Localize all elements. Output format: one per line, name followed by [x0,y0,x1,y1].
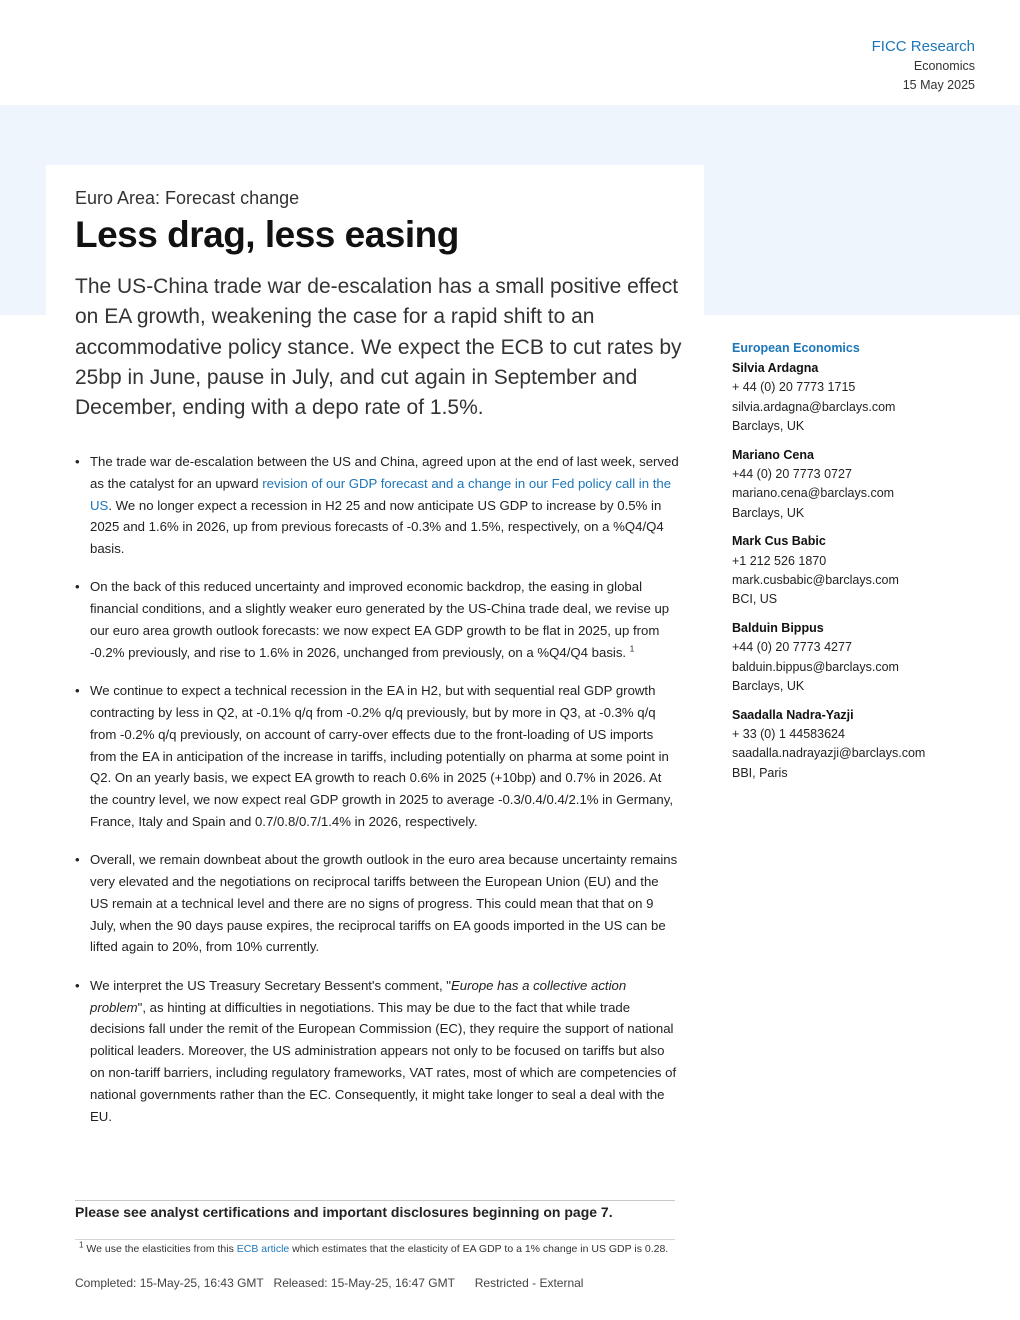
key-point-text: The trade war de-escalation between the US and China, agreed upon at the end of last week, served as the catalyst for an upward [90,454,679,491]
key-point [75,849,680,958]
released-timestamp: Released: 15-May-25, 16:47 GMT [273,1276,455,1290]
analyst-location: BBI, Paris [732,765,788,780]
analyst-phone: + 44 (0) 20 7773 1715 [732,380,856,395]
key-point-text: . We no longer expect a recession in H2 25 and now anticipate US GDP to increase by 0.5% in 2025 and 1.6% in 2026, up from previous forecasts of -0.3% and 1.5%, respectively, on a %Q4/Q4 basis. [90,497,664,557]
analyst-location: Barclays, UK [732,505,805,520]
page-footer [75,1276,583,1290]
key-point [75,975,680,1128]
analyst-phone: +44 (0) 20 7773 0727 [732,467,852,482]
bullet-icon: • [75,454,80,469]
analyst-email[interactable]: silvia.ardagna@barclays.com [732,399,896,414]
report-kicker: Euro Area: Forecast change [75,188,300,208]
completed-timestamp: Completed: 15-May-25, 16:43 GMT [75,1276,264,1290]
bullet-icon: • [75,683,80,699]
analyst-name: Saadalla Nadra-Yazji [732,707,854,722]
footnote-ref[interactable]: 1 [629,644,635,654]
key-point [75,451,680,560]
analyst-location: BCI, US [732,592,778,607]
footnote-text: We use the elasticities from this [83,1243,237,1255]
analyst-card [732,619,992,697]
classification-label: Restricted - External [474,1276,584,1290]
key-points-list [75,451,680,1144]
team-heading: European Economics [732,341,860,355]
report-headline: Less drag, less easing [75,214,459,255]
analyst-card [732,706,992,784]
section-label: Economics [913,59,975,73]
key-point [75,680,680,833]
bullet-icon: • [75,579,80,595]
analyst-email[interactable]: balduin.bippus@barclays.com [732,659,899,674]
analyst-sidebar [732,339,992,792]
quote-text: Europe has a collective action problem [90,977,627,1015]
analyst-location: Barclays, UK [732,419,805,434]
analyst-phone: +44 (0) 20 7773 4277 [732,640,852,655]
analyst-email[interactable]: saadalla.nadrayazji@barclays.com [732,746,926,761]
analyst-card [732,532,992,610]
bullet-icon: • [75,977,80,993]
analyst-card [732,359,992,437]
report-summary: The US-China trade war de-escalation has a small positive effect on EA growth, weakening the case for a rapid shift to an accommodative policy stance. We expect the ECB to cut rates by 25bp in June, pause in July, and cut again in September and December, ending with a depo rate of 1.5%. [75,275,682,420]
analyst-location: Barclays, UK [732,679,805,694]
footnote-text: which estimates that the elasticity of EA GDP to a 1% change in US GDP is 0.28. [289,1243,669,1255]
key-point-text: Overall, we remain downbeat about the growth outlook in the euro area because uncertainty remains very elevated and the negotiations on reciprocal tariffs between the European Union (EU) and the US remain at a technical level and there are no signs of progress. This could mean that that on 9 July, when the 90 days pause expires, the reciprocal tariffs on EA goods imported in the US can be lifted again to 20%, from 10% currently. [90,852,678,955]
key-point [75,576,680,663]
divider [75,1200,675,1201]
ecb-article-link[interactable]: ECB article [236,1243,290,1255]
analyst-name: Mark Cus Babic [732,534,826,549]
key-point-text: On the back of this reduced uncertainty and improved economic backdrop, the easing in global financial conditions, and a slightly weaker euro generated by the US-China trade deal, we revise up our euro area growth outlook forecasts: we now expect EA GDP growth to be flat in 2025, up from -0.2% previously, and rise to 1.6% in 2026, unchanged from previously, on a %Q4/Q4 basis. [90,579,670,660]
disclosure-notice: Please see analyst certifications and important disclosures beginning on page 7. [75,1204,613,1220]
analyst-email[interactable]: mariano.cena@barclays.com [732,486,895,501]
analyst-name: Mariano Cena [732,447,814,462]
report-date: 15 May 2025 [902,78,975,92]
footnote-number: 1 [79,1240,84,1250]
analyst-phone: + 33 (0) 1 44583624 [732,726,845,741]
report-header [872,37,975,95]
footnote [79,1242,669,1257]
brand-label: FICC Research [871,38,975,55]
gdp-forecast-link[interactable]: revision of our GDP forecast and a change in our Fed policy call in the US [90,475,672,513]
analyst-phone: +1 212 526 1870 [732,553,827,568]
analyst-name: Balduin Bippus [732,620,824,635]
divider [75,1239,675,1240]
key-point-text: ", as hinting at difficulties in negotiations. This may be due to the fact that while trade decisions fall under the remit of the European Commission (EC), they require the support of national political leaders. Moreover, the US administration appears not only to be focused on tariffs but also on non-tariff barriers, including regulatory frameworks, VAT rates, most of which are competencies of national governments rather than the EC. Consequently, it might take longer to seal a deal with the EU. [90,999,677,1124]
bullet-icon: • [75,852,80,868]
analyst-email[interactable]: mark.cusbabic@barclays.com [732,573,899,588]
analyst-name: Silvia Ardagna [732,361,819,375]
key-point-text: We interpret the US Treasury Secretary Bessent's comment, " [90,977,451,993]
analyst-card [732,446,992,524]
key-point-text: We continue to expect a technical recession in the EA in H2, but with sequential real GDP growth contracting by less in Q2, at -0.1% q/q from -0.2% q/q previously, but by more in Q3, at -0.3% q/q from -0.2% q/q previously, on account of carry-over effects due to the front-loading of US imports from the EA in anticipation of the increase in tariffs, including potentially on pharma at some point in Q2. On an yearly basis, we expect EA growth to reach 0.6% in 2025 (+10bp) and 0.7% in 2026. At the country level, we now expect real GDP growth in 2025 to average -0.3/0.4/0.4/2.1% in Germany, France, Italy and Spain and 0.7/0.8/0.7/1.4% in 2026, respectively. [90,683,674,829]
